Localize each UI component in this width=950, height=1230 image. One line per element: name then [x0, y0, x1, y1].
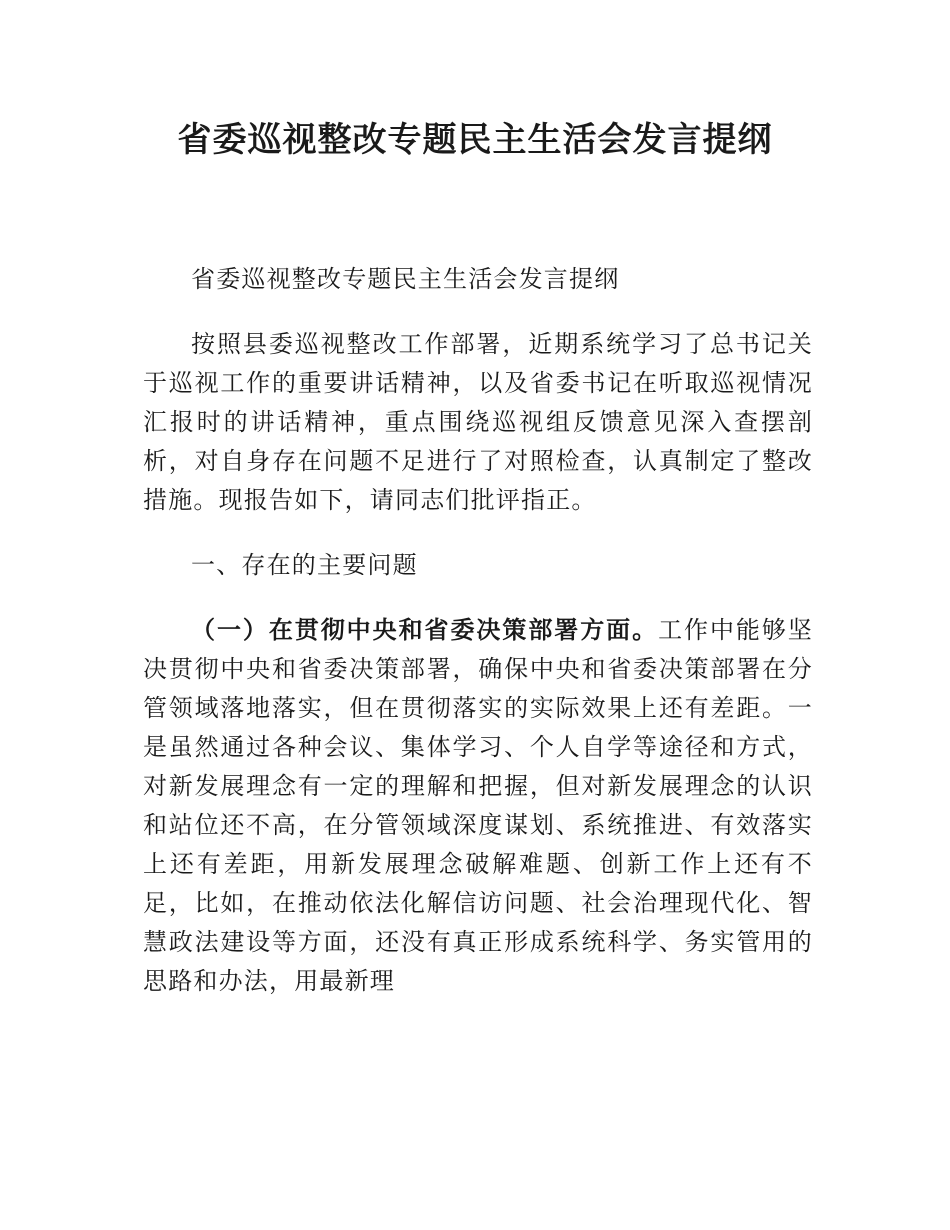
document-subtitle: 省委巡视整改专题民主生活会发言提纲	[191, 265, 620, 293]
document-body	[143, 260, 813, 1001]
document-title: 省委巡视整改专题民主生活会发言提纲	[177, 120, 773, 160]
point-text: 工作中能够坚决贯彻中央和省委决策部署，确保中央和省委决策部署在分管领域落地落实，但在贯彻落实的实际效果上还有差距。一是虽然通过各种会议、集体学习、个人自学等途径和方式，对新发展理念有一定的理解和把握，但对新发展理念的认识和站位还不高，在分管领域深度谋划、系统推进、有效落实上还有差距，用新发展理念破解难题、创新工作上还有不足，比如，在推动依法化解信访问题、社会治理现代化、智慧政法建设等方面，还没有真正形成系统科学、务实管用的思路和办法，用最新理	[143, 616, 813, 995]
intro-paragraph: 按照县委巡视整改工作部署，近期系统学习了总书记关于巡视工作的重要讲话精神，以及省委书记在听取巡视情况汇报时的讲话精神，重点围绕巡视组反馈意见深入查摆剖析，对自身存在问题不足进行了对照检查，认真制定了整改措施。现报告如下，请同志们批评指正。	[143, 330, 813, 514]
point-lead: （一）在贯彻中央和省委决策部署方面。	[191, 616, 659, 644]
point-paragraph	[143, 611, 813, 1001]
section-heading: 一、存在的主要问题	[191, 551, 418, 579]
